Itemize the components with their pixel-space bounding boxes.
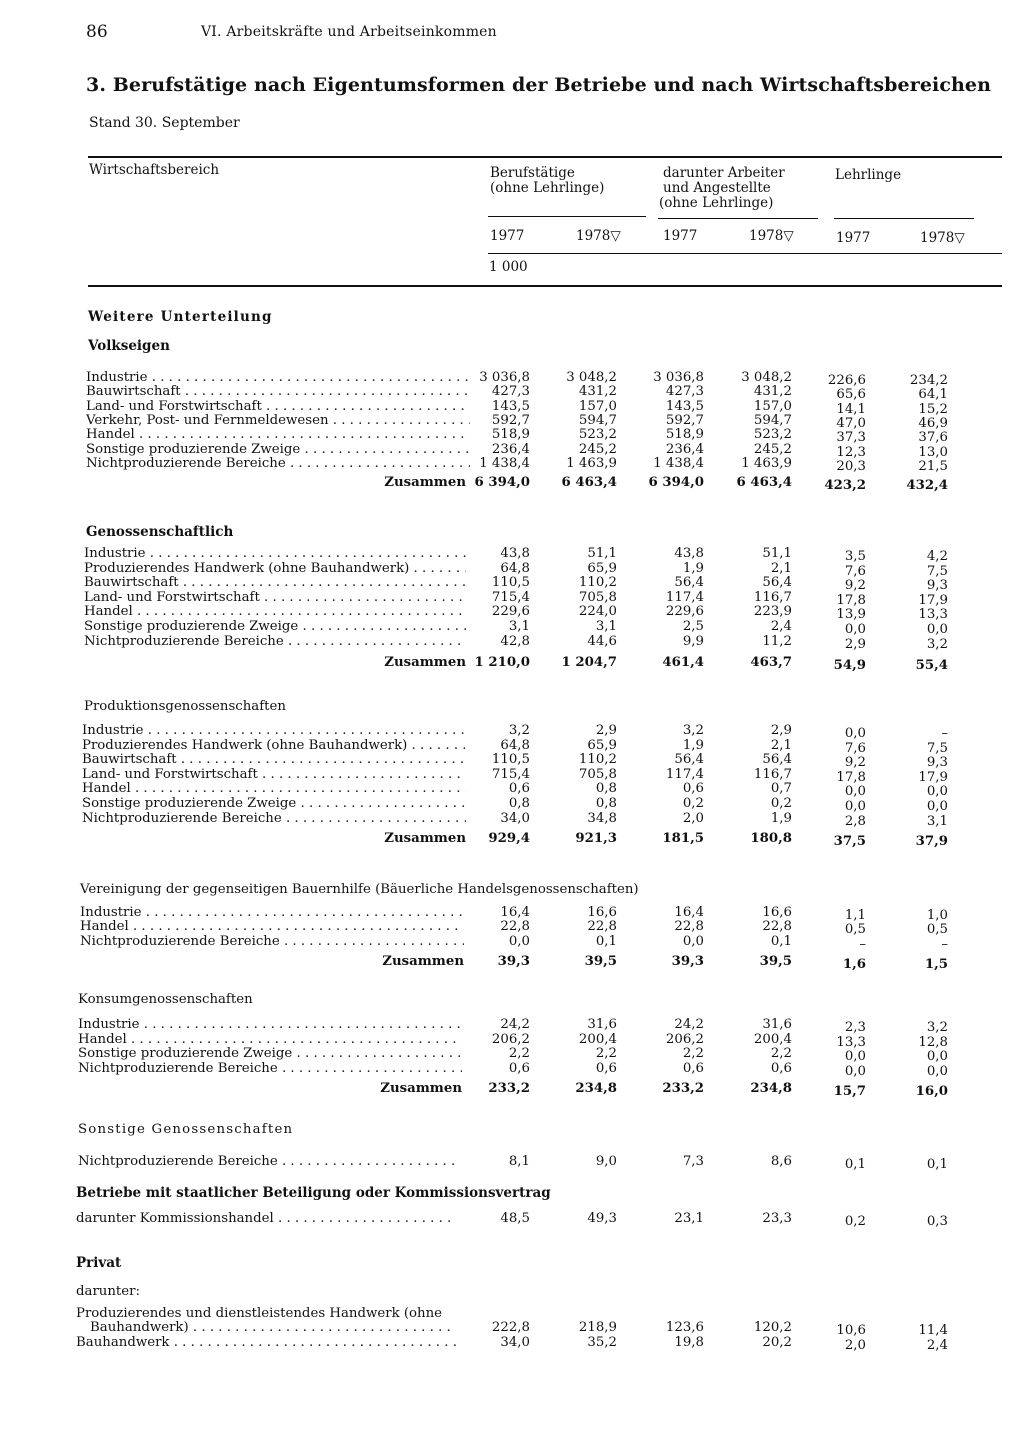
total-cell: 39,3 xyxy=(671,954,704,969)
table-cell: 0,0 xyxy=(844,1063,866,1079)
row-label: Handel . . . xyxy=(80,920,464,934)
total-cell: 54,9 xyxy=(833,658,866,673)
table-cell: 117,4 xyxy=(665,766,704,782)
header-first-col: Wirtschaftsbereich xyxy=(89,162,220,178)
total-cell: 39,5 xyxy=(759,954,792,969)
reference-date: Stand 30. September xyxy=(89,115,240,131)
table-cell: 42,8 xyxy=(500,633,530,649)
row-label: Produzierendes und dienstleistendes Handwerk (ohne xyxy=(76,1306,443,1321)
table-cell: 64,1 xyxy=(918,387,948,403)
table-cell: 1 463,9 xyxy=(566,455,617,471)
table-cell: 20,3 xyxy=(836,458,866,474)
total-cell: 432,4 xyxy=(906,478,948,493)
table-cell: 236,4 xyxy=(665,441,704,457)
table-cell: 31,6 xyxy=(762,1017,792,1032)
table-cell: 43,8 xyxy=(500,546,530,561)
table-cell: 0,5 xyxy=(926,922,948,938)
table-cell: 1,1 xyxy=(844,908,866,923)
year-col-1: 1977 xyxy=(490,228,525,244)
row-label: Sonstige produzierende Zweige . . . xyxy=(86,443,470,457)
total-cell: 37,5 xyxy=(833,834,866,849)
table-cell: 705,8 xyxy=(578,766,617,782)
total-cell: 37,9 xyxy=(915,834,948,849)
table-cell: 431,2 xyxy=(578,384,617,400)
header-group-1-line1: Berufstätige xyxy=(490,165,575,181)
table-cell: 3,1 xyxy=(508,619,530,634)
table-cell: 9,2 xyxy=(844,578,866,594)
table-cell: 0,0 xyxy=(682,933,704,949)
row-label: Bauwirtschaft . . . xyxy=(84,576,466,590)
total-cell: 39,3 xyxy=(497,954,530,969)
table-cell: 218,9 xyxy=(578,1320,617,1335)
table-cell: 427,3 xyxy=(665,384,704,400)
header-bottom-rule xyxy=(88,285,1002,287)
table-cell: 22,8 xyxy=(500,919,530,935)
table-cell: 431,2 xyxy=(753,384,792,400)
row-label: Industrie . . . xyxy=(86,371,470,385)
section-title: Sonstige Genossenschaften xyxy=(78,1122,294,1137)
table-cell: 51,1 xyxy=(587,546,617,561)
total-label: Zusammen xyxy=(380,1081,462,1096)
table-cell: 234,2 xyxy=(909,373,948,388)
table-cell: 9,0 xyxy=(595,1154,617,1169)
header-group-rule-3 xyxy=(834,218,974,219)
table-cell: 518,9 xyxy=(665,427,704,443)
header-year-rule xyxy=(488,253,1002,254)
table-cell: 3 048,2 xyxy=(566,370,617,385)
table-cell: 117,4 xyxy=(665,589,704,605)
header-group-2-line2: und Angestellte xyxy=(663,180,771,196)
table-cell: 3 048,2 xyxy=(741,370,792,385)
table-cell: 0,6 xyxy=(682,1060,704,1076)
table-cell: 116,7 xyxy=(753,589,792,605)
row-label: Sonstige produzierende Zweige . . . xyxy=(82,797,466,811)
table-cell: 2,9 xyxy=(595,723,617,738)
table-cell: 715,4 xyxy=(491,589,530,605)
year-col-4: 1978▽ xyxy=(749,228,794,244)
table-cell: 22,8 xyxy=(587,919,617,935)
table-cell: 17,9 xyxy=(918,592,948,608)
section-title: Genossenschaftlich xyxy=(86,524,234,540)
section-title: Vereinigung der gegenseitigen Bauernhilfe (Bäuerliche Handelsgenossenschaften) xyxy=(80,882,639,897)
table-cell: 0,2 xyxy=(844,1214,866,1229)
table-cell: 3 036,8 xyxy=(479,370,530,385)
table-cell: 0,0 xyxy=(508,933,530,949)
table-cell: 3,1 xyxy=(595,619,617,634)
table-cell: 44,6 xyxy=(587,633,617,649)
table-cell: 16,6 xyxy=(762,905,792,920)
total-cell: 6 394,0 xyxy=(474,475,530,490)
table-cell: 0,8 xyxy=(595,796,617,811)
row-label: Produzierendes Handwerk (ohne Bauhandwerk) . . . xyxy=(82,739,466,753)
total-label: Zusammen xyxy=(384,655,466,670)
table-cell: 23,3 xyxy=(762,1211,792,1226)
table-cell: 715,4 xyxy=(491,766,530,782)
table-cell: 56,4 xyxy=(674,752,704,768)
table-cell: 16,4 xyxy=(500,905,530,920)
table-cell: 8,6 xyxy=(770,1154,792,1169)
table-cell: 35,2 xyxy=(587,1334,617,1350)
table-cell: 1 463,9 xyxy=(741,455,792,471)
table-cell: 24,2 xyxy=(500,1017,530,1032)
table-cell: 12,8 xyxy=(918,1034,948,1050)
running-head: VI. Arbeitskräfte und Arbeitseinkommen xyxy=(201,24,497,40)
table-cell: 2,2 xyxy=(770,1046,792,1062)
header-group-3-line1: Lehrlinge xyxy=(835,167,902,183)
table-cell: 37,3 xyxy=(836,430,866,446)
row-label: Bauwirtschaft . . . xyxy=(86,385,470,399)
table-cell: 0,1 xyxy=(844,1157,866,1172)
total-label: Zusammen xyxy=(382,954,464,969)
row-label: darunter Kommissionshandel . . . xyxy=(76,1212,454,1226)
table-cell: 245,2 xyxy=(753,441,792,457)
table-cell: 11,2 xyxy=(762,633,792,649)
total-cell: 1,5 xyxy=(924,957,948,972)
table-cell: 592,7 xyxy=(491,412,530,428)
table-cell: 51,1 xyxy=(762,546,792,561)
table-cell: – xyxy=(859,936,866,952)
year-col-5: 1977 xyxy=(836,230,871,246)
table-cell: 3,2 xyxy=(926,1020,948,1035)
table-cell: 0,2 xyxy=(770,796,792,811)
row-label: Verkehr, Post- und Fernmeldewesen . . . xyxy=(86,414,470,428)
table-cell: 157,0 xyxy=(578,398,617,414)
row-label: Produzierendes Handwerk (ohne Bauhandwerk) . . . xyxy=(84,562,466,576)
table-cell: 9,3 xyxy=(926,755,948,771)
table-cell: 24,2 xyxy=(674,1017,704,1032)
row-label: Handel . . . xyxy=(84,605,466,619)
table-cell: 22,8 xyxy=(762,919,792,935)
table-cell: 3,5 xyxy=(844,549,866,564)
table-cell: 12,3 xyxy=(836,444,866,460)
row-label: Handel . . . xyxy=(86,428,470,442)
table-cell: 64,8 xyxy=(500,560,530,576)
table-cell: 13,0 xyxy=(918,444,948,460)
table-cell: 7,5 xyxy=(926,740,948,756)
table-cell: 49,3 xyxy=(587,1211,617,1226)
total-cell: 234,8 xyxy=(750,1081,792,1096)
table-cell: 0,0 xyxy=(844,1049,866,1065)
table-cell: 13,3 xyxy=(836,1034,866,1050)
table-title: 3. Berufstätige nach Eigentumsformen der Betriebe und nach Wirtschaftsbereichen xyxy=(86,74,992,96)
total-cell: 921,3 xyxy=(575,831,617,846)
table-cell: 15,2 xyxy=(918,401,948,417)
table-cell: – xyxy=(941,726,948,741)
row-label: Bauwirtschaft . . . xyxy=(82,753,466,767)
table-cell: 0,3 xyxy=(926,1214,948,1229)
table-cell: 0,6 xyxy=(508,781,530,797)
section-title: Konsumgenossenschaften xyxy=(78,992,253,1007)
row-label: Handel . . . xyxy=(78,1033,462,1047)
table-cell: 56,4 xyxy=(762,575,792,591)
page-number: 86 xyxy=(86,22,108,42)
table-cell: 0,0 xyxy=(926,799,948,814)
table-cell: – xyxy=(941,936,948,952)
table-cell: 22,8 xyxy=(674,919,704,935)
table-cell: 34,0 xyxy=(500,1334,530,1350)
total-cell: 15,7 xyxy=(833,1084,866,1099)
table-cell: 0,8 xyxy=(508,796,530,811)
row-label: Land- und Forstwirtschaft . . . xyxy=(82,768,466,782)
table-cell: 200,4 xyxy=(753,1031,792,1047)
table-cell: 9,3 xyxy=(926,578,948,594)
section-title: Privat xyxy=(76,1255,122,1271)
table-cell: 0,1 xyxy=(770,933,792,949)
total-cell: 929,4 xyxy=(488,831,530,846)
table-cell: 13,9 xyxy=(836,607,866,623)
table-cell: 17,8 xyxy=(836,769,866,785)
table-cell: 56,4 xyxy=(674,575,704,591)
row-label: Bauhandwerk . . . xyxy=(76,1336,456,1350)
total-cell: 6 463,4 xyxy=(736,475,792,490)
table-cell: 47,0 xyxy=(836,415,866,431)
table-cell: 110,5 xyxy=(491,752,530,768)
table-cell: 143,5 xyxy=(665,398,704,414)
table-cell: 20,2 xyxy=(762,1334,792,1350)
table-cell: 34,8 xyxy=(587,810,617,826)
table-cell: 1,9 xyxy=(682,560,704,576)
table-cell: 223,9 xyxy=(753,604,792,620)
year-col-6: 1978▽ xyxy=(920,230,965,246)
table-cell: 9,2 xyxy=(844,755,866,771)
section-subtitle: darunter: xyxy=(76,1284,140,1299)
row-label: Nichtproduzierende Bereiche . . . xyxy=(80,935,464,949)
table-cell: 17,8 xyxy=(836,592,866,608)
table-cell: 19,8 xyxy=(674,1334,704,1350)
table-cell: 7,5 xyxy=(926,563,948,579)
table-cell: 110,2 xyxy=(578,752,617,768)
table-cell: 4,2 xyxy=(926,549,948,564)
header-group-3 xyxy=(835,168,901,183)
table-cell: 2,2 xyxy=(595,1046,617,1062)
table-cell: 0,1 xyxy=(926,1157,948,1172)
table-cell: 0,0 xyxy=(926,1049,948,1065)
total-cell: 463,7 xyxy=(750,655,792,670)
table-cell: 7,3 xyxy=(682,1154,704,1169)
table-cell: 65,6 xyxy=(836,387,866,403)
table-cell: 10,6 xyxy=(836,1323,866,1338)
table-cell: 523,2 xyxy=(578,427,617,443)
section-heading-weitere: Weitere Unterteilung xyxy=(88,309,273,325)
header-group-1 xyxy=(490,166,604,196)
table-cell: 206,2 xyxy=(491,1031,530,1047)
table-cell: 2,0 xyxy=(844,1337,866,1353)
table-cell: 43,8 xyxy=(674,546,704,561)
total-cell: 55,4 xyxy=(915,658,948,673)
header-group-2 xyxy=(659,165,785,211)
table-cell: 523,2 xyxy=(753,427,792,443)
row-label: Land- und Forstwirtschaft . . . xyxy=(84,591,466,605)
row-label: Industrie . . . xyxy=(82,724,466,738)
table-cell: 48,5 xyxy=(500,1211,530,1226)
table-cell: 2,1 xyxy=(770,560,792,576)
table-cell: 224,0 xyxy=(578,604,617,620)
table-cell: 2,3 xyxy=(844,1020,866,1035)
table-cell: 1 438,4 xyxy=(479,455,530,471)
table-cell: 229,6 xyxy=(491,604,530,620)
row-label: Nichtproduzierende Bereiche . . . xyxy=(84,635,466,649)
header-group-rule-2 xyxy=(658,218,818,219)
table-cell: 2,0 xyxy=(682,810,704,826)
table-cell: 7,6 xyxy=(844,740,866,756)
table-cell: 123,6 xyxy=(665,1320,704,1335)
table-cell: 16,4 xyxy=(674,905,704,920)
table-cell: 2,2 xyxy=(508,1046,530,1062)
unit-label: 1 000 xyxy=(489,259,528,275)
table-cell: 2,8 xyxy=(844,813,866,829)
table-cell: 2,4 xyxy=(770,619,792,634)
table-cell: 2,9 xyxy=(770,723,792,738)
row-label: Industrie . . . xyxy=(78,1018,462,1032)
table-cell: 110,2 xyxy=(578,575,617,591)
table-cell: 222,8 xyxy=(491,1320,530,1335)
table-cell: 3,1 xyxy=(926,813,948,829)
header-group-rule-1 xyxy=(488,216,646,217)
total-label: Zusammen xyxy=(384,831,466,846)
table-cell: 0,0 xyxy=(926,622,948,637)
table-cell: 1,9 xyxy=(770,810,792,826)
table-cell: 0,6 xyxy=(682,781,704,797)
table-cell: 0,0 xyxy=(844,784,866,800)
total-label: Zusammen xyxy=(384,475,466,490)
table-cell: 0,5 xyxy=(844,922,866,938)
row-label: Nichtproduzierende Bereiche . . . xyxy=(78,1155,456,1169)
row-label: Industrie . . . xyxy=(84,547,466,561)
table-cell: 0,8 xyxy=(595,781,617,797)
table-cell: 0,0 xyxy=(844,799,866,814)
table-cell: 11,4 xyxy=(918,1323,948,1338)
table-cell: 120,2 xyxy=(753,1320,792,1335)
row-label-continued: Bauhandwerk) . . . xyxy=(90,1321,456,1335)
total-cell: 233,2 xyxy=(488,1081,530,1096)
table-cell: 427,3 xyxy=(491,384,530,400)
table-cell: 518,9 xyxy=(491,427,530,443)
table-cell: 65,9 xyxy=(587,737,617,753)
row-label: Nichtproduzierende Bereiche . . . xyxy=(86,457,470,471)
total-cell: 234,8 xyxy=(575,1081,617,1096)
total-cell: 423,2 xyxy=(824,478,866,493)
header-group-1-line2: (ohne Lehrlinge) xyxy=(490,180,605,196)
table-cell: 14,1 xyxy=(836,401,866,417)
table-cell: 143,5 xyxy=(491,398,530,414)
header-group-2-line1: darunter Arbeiter xyxy=(663,165,785,181)
table-cell: 3,2 xyxy=(926,636,948,652)
row-label: Industrie . . . xyxy=(80,906,464,920)
table-cell: 3,2 xyxy=(682,723,704,738)
table-cell: 9,9 xyxy=(682,633,704,649)
table-cell: 236,4 xyxy=(491,441,530,457)
total-cell: 1,6 xyxy=(842,957,866,972)
table-cell: 17,9 xyxy=(918,769,948,785)
row-label: Nichtproduzierende Bereiche . . . xyxy=(78,1062,462,1076)
table-cell: 0,6 xyxy=(595,1060,617,1076)
total-cell: 6 394,0 xyxy=(648,475,704,490)
table-cell: 229,6 xyxy=(665,604,704,620)
total-cell: 180,8 xyxy=(750,831,792,846)
table-cell: 2,5 xyxy=(682,619,704,634)
row-label: Sonstige produzierende Zweige . . . xyxy=(84,620,466,634)
table-cell: 46,9 xyxy=(918,415,948,431)
table-cell: 2,2 xyxy=(682,1046,704,1062)
table-cell: 116,7 xyxy=(753,766,792,782)
table-cell: 31,6 xyxy=(587,1017,617,1032)
table-cell: 594,7 xyxy=(753,412,792,428)
table-cell: 1,9 xyxy=(682,737,704,753)
table-cell: 0,1 xyxy=(595,933,617,949)
table-cell: 705,8 xyxy=(578,589,617,605)
table-cell: 23,1 xyxy=(674,1211,704,1226)
total-cell: 39,5 xyxy=(584,954,617,969)
table-cell: 0,0 xyxy=(926,784,948,800)
table-cell: 3,2 xyxy=(508,723,530,738)
table-cell: 206,2 xyxy=(665,1031,704,1047)
total-cell: 6 463,4 xyxy=(561,475,617,490)
table-cell: 7,6 xyxy=(844,563,866,579)
table-cell: 1,0 xyxy=(926,908,948,923)
table-cell: 110,5 xyxy=(491,575,530,591)
section-title: Betriebe mit staatlicher Beteiligung oder Kommissionsvertrag xyxy=(76,1185,551,1201)
row-label: Handel . . . xyxy=(82,782,466,796)
table-cell: 1 438,4 xyxy=(653,455,704,471)
table-cell: 16,6 xyxy=(587,905,617,920)
total-cell: 461,4 xyxy=(662,655,704,670)
table-cell: 245,2 xyxy=(578,441,617,457)
table-cell: 0,2 xyxy=(682,796,704,811)
total-cell: 233,2 xyxy=(662,1081,704,1096)
row-label: Sonstige produzierende Zweige . . . xyxy=(78,1047,462,1061)
table-cell: 37,6 xyxy=(918,430,948,446)
table-cell: 56,4 xyxy=(762,752,792,768)
table-cell: 0,7 xyxy=(770,781,792,797)
table-cell: 2,1 xyxy=(770,737,792,753)
table-cell: 65,9 xyxy=(587,560,617,576)
header-group-2-line3: (ohne Lehrlinge) xyxy=(659,195,774,211)
section-title: Produktionsgenossenschaften xyxy=(84,699,286,714)
table-cell: 594,7 xyxy=(578,412,617,428)
year-col-2: 1978▽ xyxy=(576,228,621,244)
table-cell: 200,4 xyxy=(578,1031,617,1047)
section-title: Volkseigen xyxy=(88,338,170,354)
total-cell: 1 210,0 xyxy=(474,655,530,670)
table-cell: 0,6 xyxy=(770,1060,792,1076)
total-cell: 1 204,7 xyxy=(561,655,617,670)
table-cell: 592,7 xyxy=(665,412,704,428)
table-cell: 21,5 xyxy=(918,458,948,474)
table-cell: 0,0 xyxy=(926,1063,948,1079)
table-cell: 0,6 xyxy=(508,1060,530,1076)
table-cell: 0,0 xyxy=(844,726,866,741)
table-cell: 3 036,8 xyxy=(653,370,704,385)
table-cell: 226,6 xyxy=(827,373,866,388)
table-cell: 8,1 xyxy=(508,1154,530,1169)
total-cell: 181,5 xyxy=(662,831,704,846)
row-label: Nichtproduzierende Bereiche . . . xyxy=(82,812,466,826)
table-cell: 2,4 xyxy=(926,1337,948,1353)
year-col-3: 1977 xyxy=(663,228,698,244)
header-top-rule xyxy=(88,156,1002,158)
table-cell: 157,0 xyxy=(753,398,792,414)
table-cell: 13,3 xyxy=(918,607,948,623)
table-cell: 0,0 xyxy=(844,622,866,637)
table-cell: 2,9 xyxy=(844,636,866,652)
total-cell: 16,0 xyxy=(915,1084,948,1099)
table-cell: 34,0 xyxy=(500,810,530,826)
table-cell: 64,8 xyxy=(500,737,530,753)
row-label: Land- und Forstwirtschaft . . . xyxy=(86,400,470,414)
